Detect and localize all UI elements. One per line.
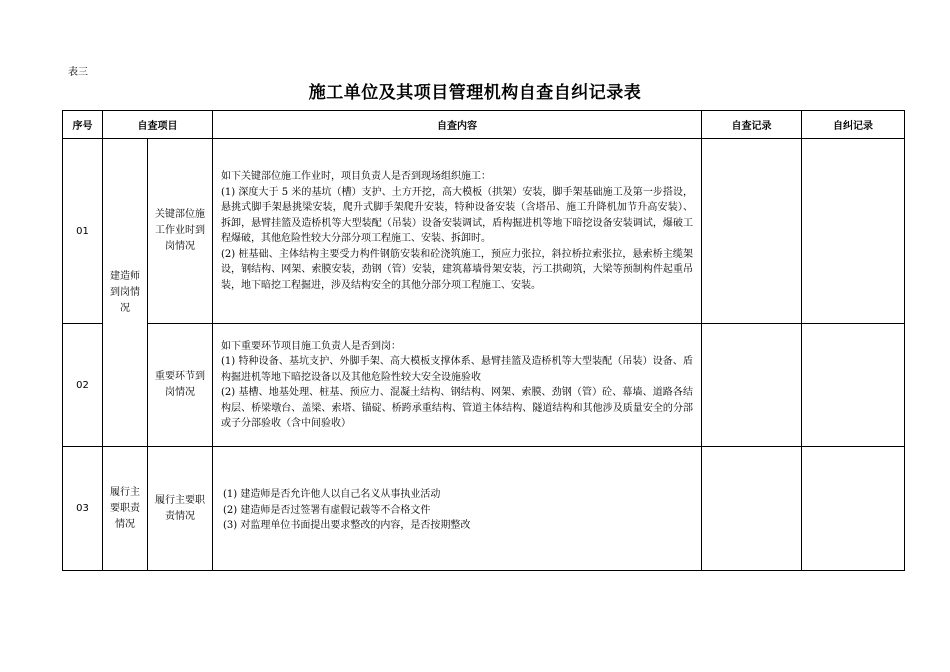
header-correction: 自纠记录 [802, 111, 905, 139]
row-seq: 03 [63, 447, 103, 571]
row-seq: 02 [63, 324, 103, 447]
content-line: (1) 深度大于 5 米的基坑（槽）支护、土方开挖，高大模板（拱架）安装，脚手架基础施工及第一步搭设，悬挑式脚手架悬挑梁安装，爬升式脚手架爬升安装，特种设备安装（含塔吊、施工升降机加节升高安装）、拆卸，悬臂挂篮及造桥机等大型装配（吊装）设备安装调试，盾构掘进机等地下暗挖设备安装调试，爆破工程爆破，其他危险性较大分部分项工程施工、安装、拆卸时。 [221, 186, 693, 244]
content-line: (2) 基槽、地基处理、桩基、预应力、混凝土结构、钢结构、网架、索膜、劲钢（管）砼、幕墙、道路各结构层、桥梁墩台、盖梁、索塔、锚碇、桥跨承重结构、管道主体结构、隧道结构和其他涉及质量安全的分部或子分部验收（含中间验收） [221, 387, 693, 429]
self-check-cell[interactable] [702, 139, 802, 324]
group-label-duties: 履行主要职责情况 [103, 447, 148, 571]
table-row [63, 139, 905, 324]
row-seq: 01 [63, 139, 103, 324]
row-sub-item: 重要环节到岗情况 [148, 324, 213, 447]
row-content [213, 139, 702, 324]
content-line: (2) 建造师是否过签署有虚假记载等不合格文件 [223, 504, 431, 516]
document-title: 施工单位及其项目管理机构自查自纠记录表 [308, 83, 642, 103]
correction-cell[interactable] [802, 447, 905, 571]
header-item: 自查项目 [103, 111, 213, 139]
content-line: (2) 桩基础、主体结构主要受力构件钢筋安装和砼浇筑施工，预应力张拉，斜拉桥拉索张拉，悬索桥主缆架设，钢结构、网架、索膜安装，劲钢（管）安装，建筑幕墙骨架安装，污工拱砌筑，大梁等预制构件起重吊装，地下暗挖工程掘进，涉及结构安全的其他分部分项工程施工、安装。 [221, 248, 693, 291]
row-content [213, 447, 702, 571]
self-check-cell[interactable] [702, 324, 802, 447]
content-line: (1) 特种设备、基坑支护、外脚手架、高大模板支撑体系、悬臂挂篮及造桥机等大型装配（吊装）设备、盾构掘进机等地下暗挖设备以及其他危险性较大安全设施验收 [221, 356, 693, 383]
header-self-check: 自查记录 [702, 111, 802, 139]
content-line: 如下重要环节项目施工负责人是否到岗： [221, 340, 401, 352]
header-seq: 序号 [63, 111, 103, 139]
self-check-table [62, 110, 905, 571]
correction-cell[interactable] [802, 324, 905, 447]
content-line: 如下关键部位施工作业时，项目负责人是否到现场组织施工： [221, 171, 491, 182]
group-label-arrival: 建造师到岗情况 [103, 139, 148, 447]
header-content: 自查内容 [213, 111, 702, 139]
correction-cell[interactable] [802, 139, 905, 324]
self-check-cell[interactable] [702, 447, 802, 571]
content-line: (1) 建造师是否允许他人以自己名义从事执业活动 [223, 489, 441, 501]
row-sub-item: 关键部位施工作业时到岗情况 [148, 139, 213, 324]
table-number-label: 表三 [68, 67, 88, 78]
content-line: (3) 对监理单位书面提出要求整改的内容，是否按期整改 [223, 520, 471, 532]
row-content [213, 324, 702, 447]
row-sub-item: 履行主要职责情况 [148, 447, 213, 571]
table-row [63, 324, 905, 447]
table-row [63, 447, 905, 571]
table-header-row [63, 111, 905, 139]
